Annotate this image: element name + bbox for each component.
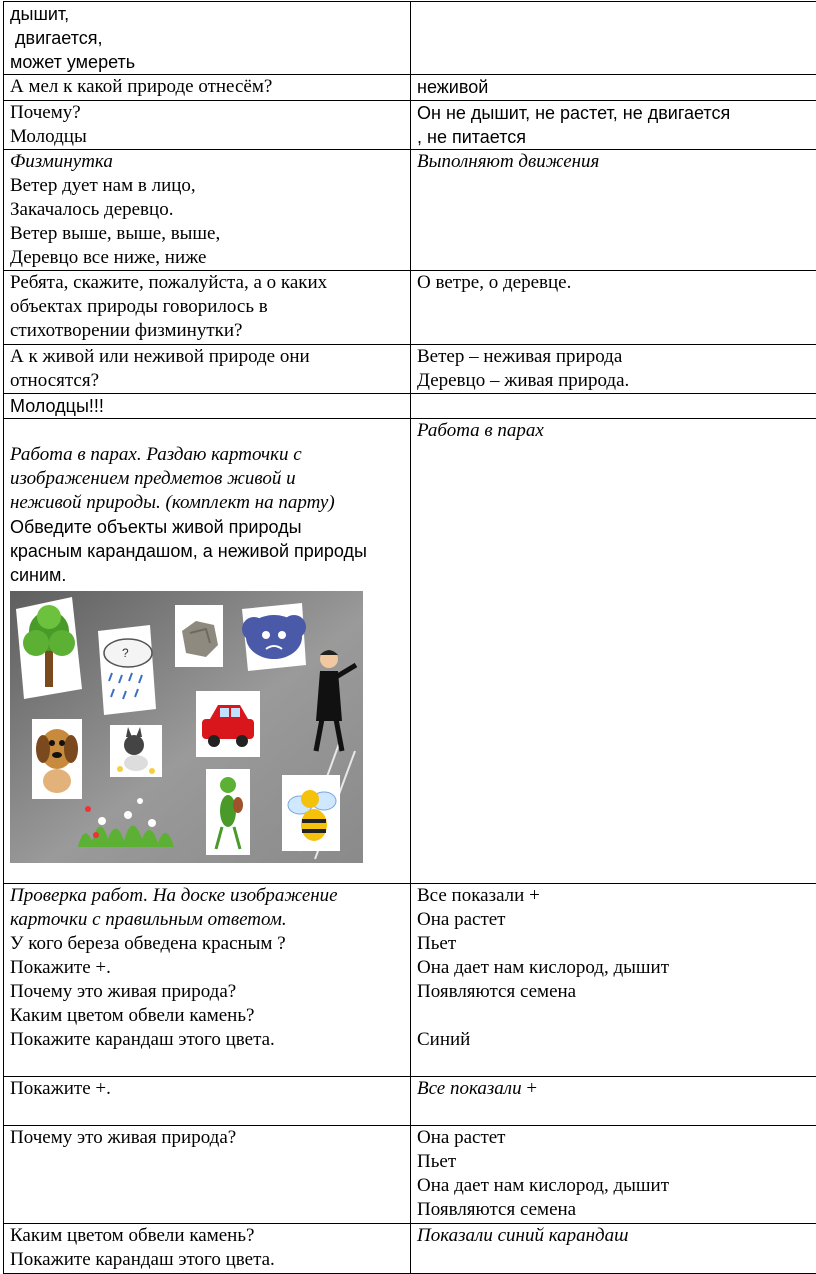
right-cell (411, 1126, 816, 1224)
cell-text: Показали синий карандаш (417, 1224, 816, 1248)
right-cell (411, 101, 816, 150)
cell-text: Закачалось деревцо. (10, 198, 410, 222)
cell-text: Ветер дует нам в лицо, (10, 174, 410, 198)
blank-line (10, 419, 410, 443)
right-cell (411, 271, 816, 345)
cell-text: дышит, (10, 2, 410, 26)
left-cell (4, 75, 411, 101)
cell-text: А к живой или неживой природе они (10, 345, 410, 369)
right-cell (411, 884, 816, 1077)
cell-text: Каким цветом обвели камень? (10, 1004, 410, 1028)
right-cell (411, 1224, 816, 1274)
cell-text: Почему это живая природа? (10, 980, 410, 1004)
cell-text: Работа в парах. Раздаю карточки с (10, 443, 410, 467)
table-row (4, 884, 816, 1077)
cell-text: объектах природы говорилось в (10, 295, 410, 319)
cell-text: изображением предметов живой и (10, 467, 410, 491)
table-row (4, 1126, 816, 1224)
left-cell (4, 1224, 411, 1274)
cell-text: относятся? (10, 369, 410, 393)
dog-icon (32, 719, 82, 799)
cell-text: Молодцы (10, 125, 410, 149)
left-cell (4, 419, 411, 884)
tree-icon (16, 597, 82, 699)
left-cell (4, 394, 411, 419)
cell-text: Ветер – неживая природа (417, 345, 816, 369)
right-cell (411, 150, 816, 271)
table-row (4, 101, 816, 150)
cell-text: Почему это живая природа? (10, 1126, 410, 1150)
cell-text: Покажите +. (10, 956, 410, 980)
cell-text: Пьет (417, 932, 816, 956)
rain-cloud-icon (98, 625, 156, 715)
angry-cloud-icon (242, 603, 306, 671)
section-title: Физминутка (10, 150, 410, 174)
cell-text: Проверка работ. На доске изображение (10, 884, 410, 908)
table-row (4, 345, 816, 394)
lesson-table (3, 1, 816, 1274)
cell-text: Синий (417, 1028, 816, 1052)
cell-text: Работа в парах (417, 419, 816, 443)
cell-text: Все показали + (417, 884, 816, 908)
left-cell (4, 150, 411, 271)
cell-text: + (522, 1078, 537, 1099)
table-row (4, 394, 816, 419)
table-row (4, 75, 816, 101)
table-row (4, 271, 816, 345)
cell-text: Покажите карандаш этого цвета. (10, 1028, 410, 1052)
right-cell (411, 345, 816, 394)
cell-text: двигается, (10, 26, 410, 50)
left-cell (4, 345, 411, 394)
cell-text: У кого береза обведена красным ? (10, 932, 410, 956)
cell-text: Деревцо – живая природа. (417, 369, 816, 393)
right-cell (411, 1077, 816, 1126)
cell-text: Все показали (417, 1078, 522, 1099)
right-cell (411, 419, 816, 884)
cell-text: Ветер выше, выше, выше, (10, 222, 410, 246)
cell-text: неживой природы. (комплект на парту) (10, 491, 410, 515)
nature-cards-collage (10, 591, 363, 863)
cell-text: О ветре, о деревце. (417, 271, 816, 295)
cell-text: Пьет (417, 1150, 816, 1174)
cell-text: неживой (417, 75, 816, 99)
cell-text: Выполняют движения (417, 150, 816, 174)
cell-text: Каким цветом обвели камень? (10, 1224, 410, 1248)
cell-text: , не питается (417, 125, 816, 149)
cell-text: синим. (10, 563, 410, 587)
blank-line (417, 1004, 816, 1028)
cell-text: Появляются семена (417, 980, 816, 1004)
right-cell (411, 75, 816, 101)
table-row (4, 419, 816, 884)
stone-icon (175, 605, 223, 667)
left-cell (4, 1126, 411, 1224)
left-cell (4, 2, 411, 75)
table-row (4, 150, 816, 271)
table-row (4, 1077, 816, 1126)
cell-text: Почему? (10, 101, 410, 125)
cell-text: Молодцы!!! (10, 394, 410, 418)
cell-text: Деревцо все ниже, ниже (10, 246, 410, 270)
table-row (4, 1224, 816, 1274)
cell-text: Обведите объекты живой природы (10, 515, 410, 539)
left-cell (4, 271, 411, 345)
cell-text: Появляются семена (417, 1198, 816, 1222)
cell-text: красным карандашом, а неживой природы (10, 539, 410, 563)
cell-text: Покажите +. (10, 1077, 410, 1101)
cell-text: Она дает нам кислород, дышит (417, 1174, 816, 1198)
left-cell (4, 884, 411, 1077)
right-cell (411, 394, 816, 419)
cell-text: карточки с правильным ответом. (10, 908, 410, 932)
car-icon (196, 691, 260, 757)
cell-text: стихотворении физминутки? (10, 319, 410, 343)
cell-text: Ребята, скажите, пожалуйста, а о каких (10, 271, 410, 295)
cell-text: Она дает нам кислород, дышит (417, 956, 816, 980)
right-cell (411, 2, 816, 75)
cell-text: может умереть (10, 50, 410, 74)
cat-icon (110, 725, 162, 777)
svg-text:?: ? (122, 646, 129, 660)
cell-text: А мел к какой природе отнесём? (10, 75, 410, 99)
cell-text: Она растет (417, 1126, 816, 1150)
table-row (4, 2, 816, 75)
cell-text: Она растет (417, 908, 816, 932)
cell-text: Покажите карандаш этого цвета. (10, 1248, 410, 1272)
left-cell (4, 101, 411, 150)
cell-text: Он не дышит, не растет, не двигается (417, 101, 816, 125)
grasshopper-violin-icon (206, 769, 250, 855)
left-cell (4, 1077, 411, 1126)
bee-icon (282, 775, 340, 851)
